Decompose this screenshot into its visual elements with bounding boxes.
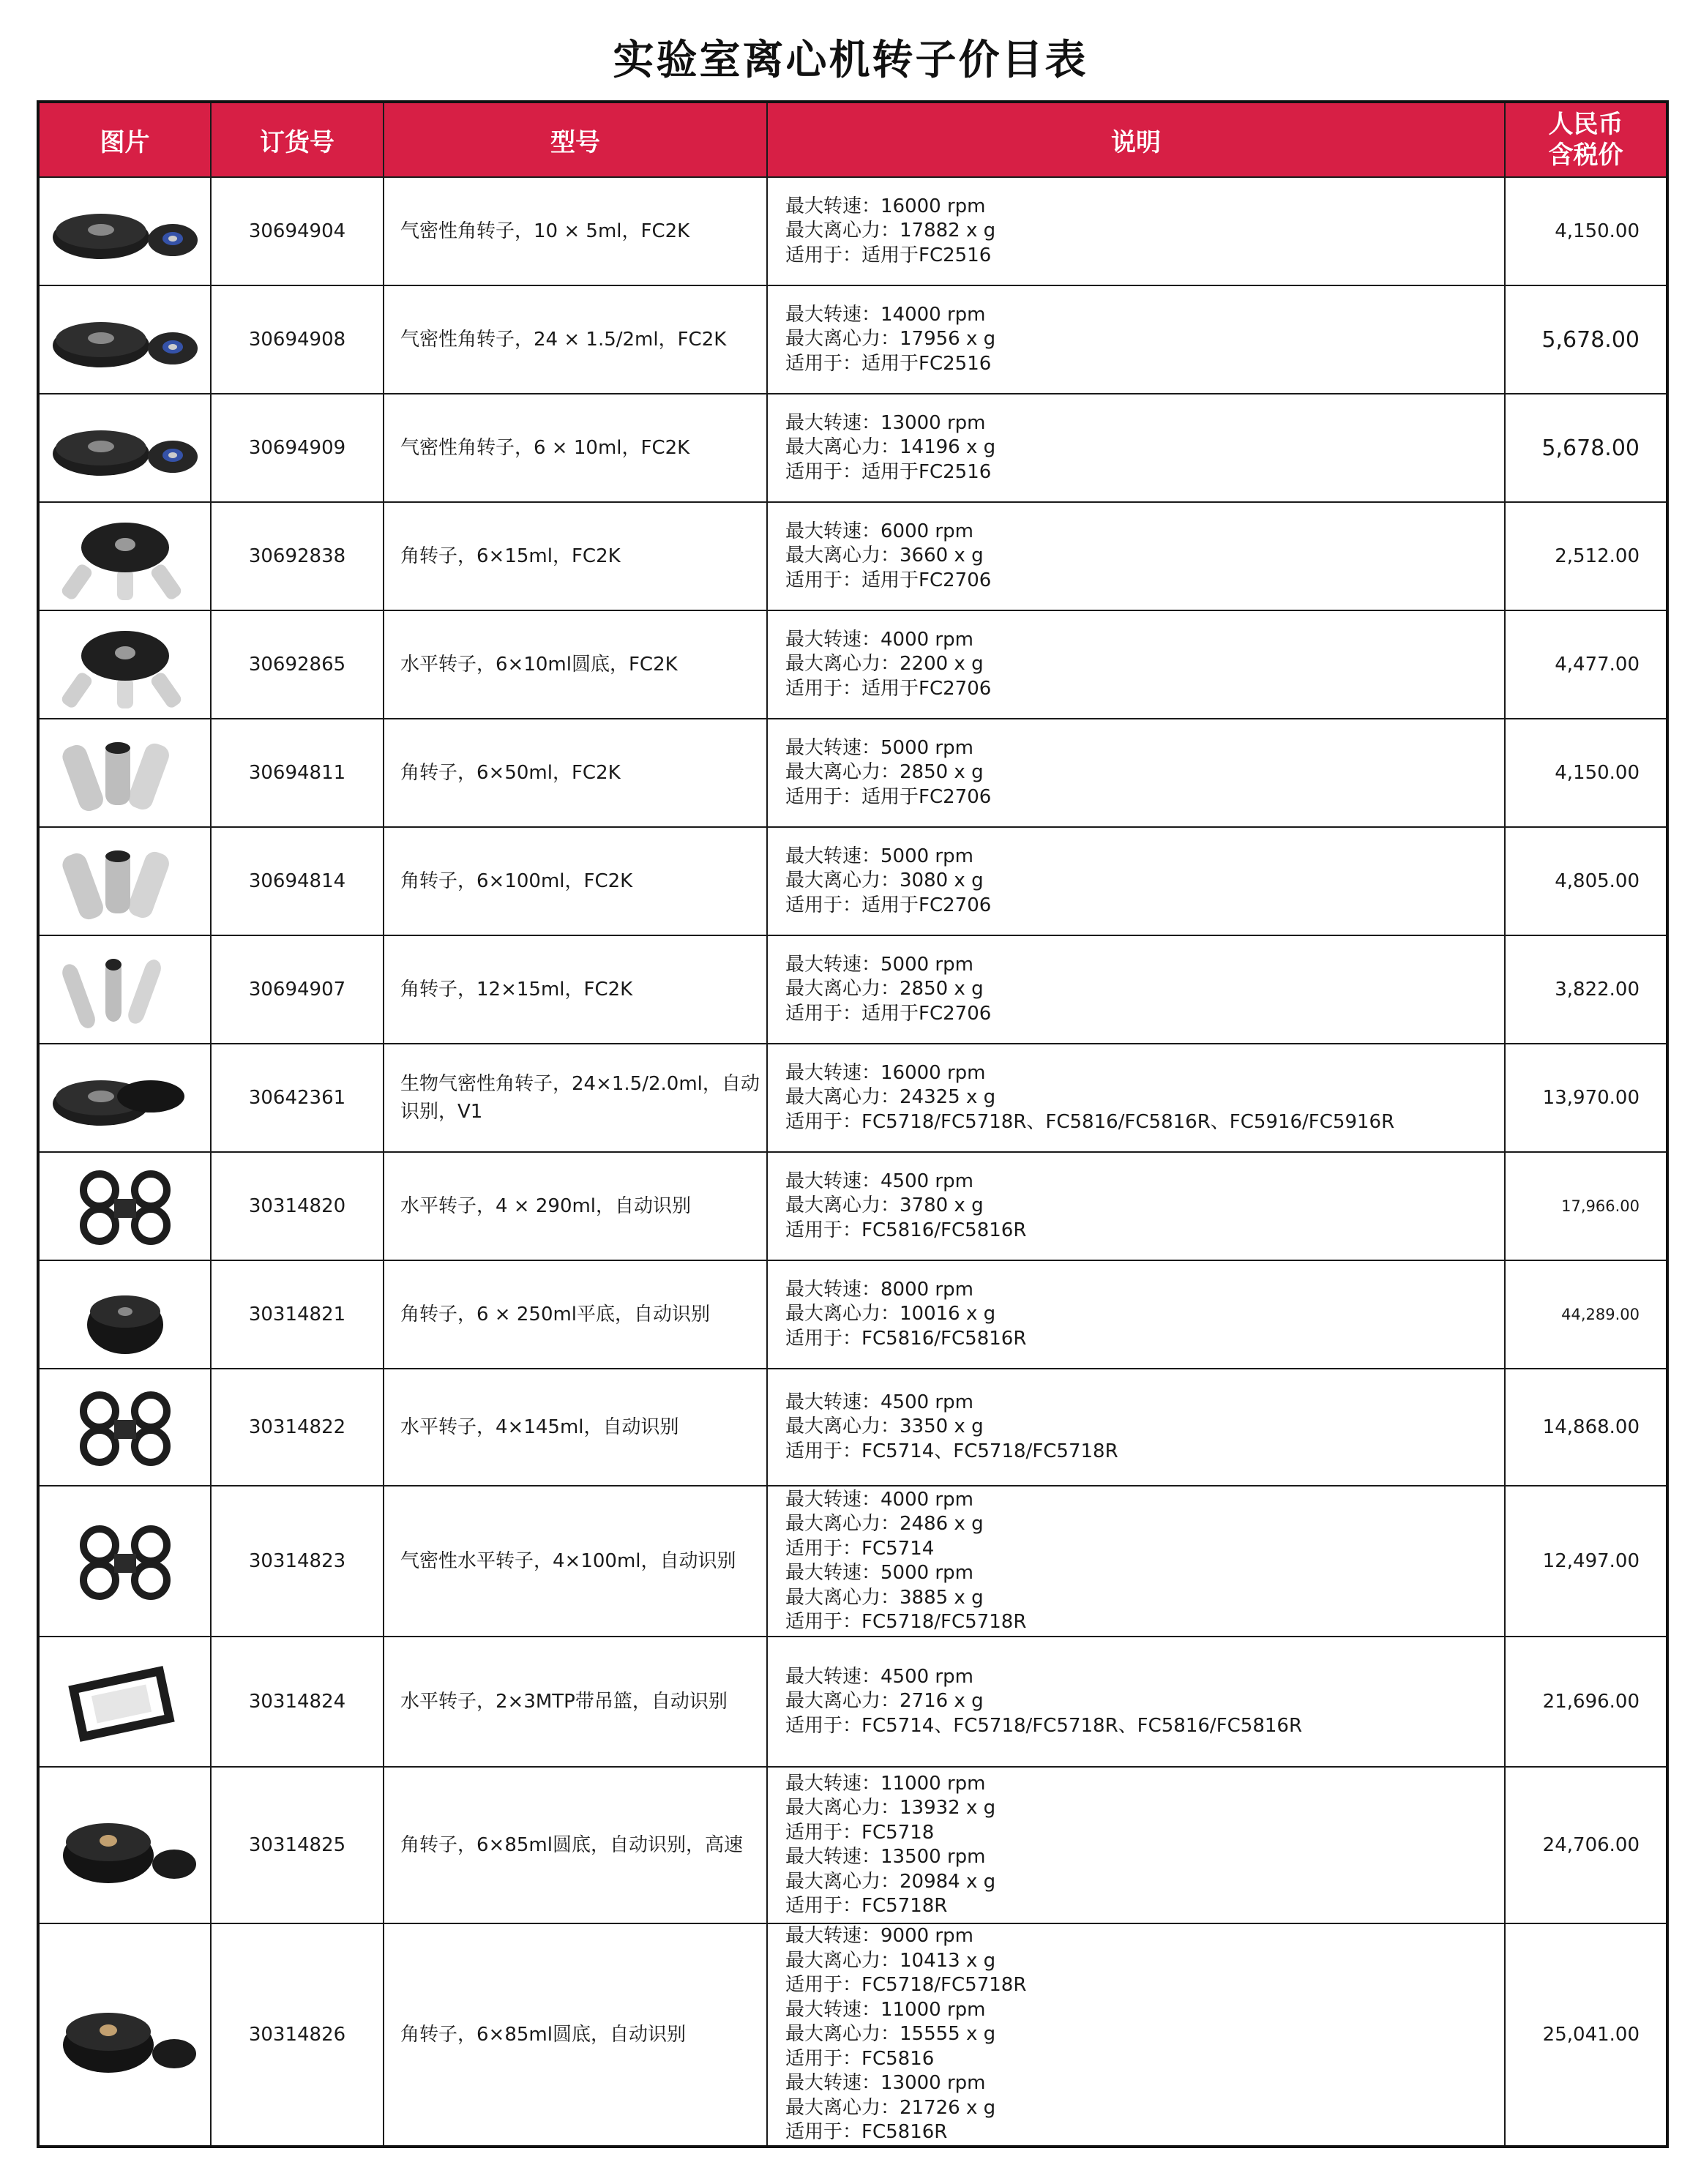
description-cell <box>767 1923 1505 2147</box>
table-row <box>38 1260 1667 1369</box>
description-cell <box>767 1152 1505 1260</box>
description-line: 最大转速：11000 rpm <box>785 1998 986 2021</box>
description-line: 最大离心力：2716 x g <box>785 1690 984 1713</box>
order-number-cell: 30694907 <box>211 935 384 1044</box>
order-number-cell: 30694909 <box>211 394 384 502</box>
description-line: 最大离心力：3350 x g <box>785 1416 984 1438</box>
model-cell: 角转子，6×85ml圆底，自动识别，高速 <box>384 1767 767 1923</box>
description-line: 适用于：适用于FC2706 <box>785 785 992 808</box>
description-cell <box>767 935 1505 1044</box>
description-line: 适用于：适用于FC2706 <box>785 677 992 700</box>
description-line: 最大离心力：24325 x g <box>785 1086 996 1109</box>
price-cell: 4,150.00 <box>1505 177 1667 285</box>
order-number-cell: 30314824 <box>211 1637 384 1767</box>
description-line: 最大离心力：2850 x g <box>785 761 984 784</box>
description-cell <box>767 610 1505 719</box>
description-line: 最大转速：4500 rpm <box>785 1391 973 1413</box>
model-cell: 生物气密性角转子，24×1.5/2.0ml，自动识别，V1 <box>384 1044 767 1152</box>
model-cell: 角转子，12×15ml，FC2K <box>384 935 767 1044</box>
description-line: 最大离心力：3780 x g <box>785 1194 984 1217</box>
description-line: 适用于：FC5816 <box>785 2047 935 2070</box>
description-line: 最大转速：16000 rpm <box>785 195 986 217</box>
description-line: 最大离心力：20984 x g <box>785 1870 996 1893</box>
model-cell: 角转子，6×100ml，FC2K <box>384 827 767 935</box>
description-line: 最大转速：5000 rpm <box>785 736 973 759</box>
description-line: 最大转速：5000 rpm <box>785 845 973 867</box>
description-line: 最大离心力：2850 x g <box>785 978 984 1001</box>
description-line: 最大转速：9000 rpm <box>785 1925 973 1947</box>
header-price-line1: 人民币 <box>1548 110 1623 139</box>
price-cell: 4,150.00 <box>1505 719 1667 827</box>
description-line: 最大离心力：15555 x g <box>785 2023 996 2045</box>
rotor-image <box>38 1369 211 1486</box>
description-line: 最大转速：13500 rpm <box>785 1846 986 1868</box>
description-line: 适用于：FC5714 <box>785 1537 935 1560</box>
order-number-cell: 30314823 <box>211 1486 384 1637</box>
table-row <box>38 1044 1667 1152</box>
table-row <box>38 1369 1667 1486</box>
description-line: 适用于：FC5714、FC5718/FC5718R <box>785 1440 1118 1462</box>
table-row <box>38 502 1667 610</box>
header-row <box>38 102 1667 177</box>
description-line: 适用于：FC5718/FC5718R、FC5816/FC5816R、FC5916/FC5916R <box>785 1110 1395 1133</box>
header-description: 说明 <box>767 102 1505 177</box>
table-row <box>38 719 1667 827</box>
order-number-cell: 30314820 <box>211 1152 384 1260</box>
rotor-image <box>38 1152 211 1260</box>
rotor-image <box>38 827 211 935</box>
order-number-cell: 30314821 <box>211 1260 384 1369</box>
description-cell <box>767 719 1505 827</box>
order-number-cell: 30314825 <box>211 1767 384 1923</box>
model-cell: 角转子，6 × 250ml平底，自动识别 <box>384 1260 767 1369</box>
description-line: 适用于：FC5816/FC5816R <box>785 1219 1027 1241</box>
rotor-image <box>38 502 211 610</box>
description-line: 最大离心力：2486 x g <box>785 1513 984 1535</box>
description-line: 最大离心力：14196 x g <box>785 436 996 459</box>
description-line: 适用于：FC5816R <box>785 2121 948 2143</box>
description-cell <box>767 394 1505 502</box>
model-cell: 水平转子，4×145ml，自动识别 <box>384 1369 767 1486</box>
description-line: 最大转速：8000 rpm <box>785 1278 973 1301</box>
price-cell: 44,289.00 <box>1505 1260 1667 1369</box>
model-cell: 气密性角转子，6 × 10ml，FC2K <box>384 394 767 502</box>
rotor-image <box>38 1486 211 1637</box>
description-line: 最大离心力：10016 x g <box>785 1303 996 1325</box>
model-cell: 气密性水平转子，4×100ml，自动识别 <box>384 1486 767 1637</box>
table-row <box>38 285 1667 394</box>
description-line: 最大离心力：13932 x g <box>785 1797 996 1819</box>
description-line: 适用于：适用于FC2706 <box>785 894 992 916</box>
description-line: 最大离心力：3080 x g <box>785 870 984 892</box>
description-line: 适用于：FC5816/FC5816R <box>785 1327 1027 1350</box>
order-number-cell: 30314826 <box>211 1923 384 2147</box>
description-cell <box>767 1369 1505 1486</box>
order-number-cell: 30694811 <box>211 719 384 827</box>
description-cell <box>767 177 1505 285</box>
rotor-image <box>38 1260 211 1369</box>
rotor-image <box>38 1044 211 1152</box>
rotor-image <box>38 394 211 502</box>
description-line: 适用于：适用于FC2706 <box>785 569 992 591</box>
order-number-cell: 30692838 <box>211 502 384 610</box>
header-price-line2: 含税价 <box>1548 141 1623 170</box>
model-cell: 气密性角转子，10 × 5ml，FC2K <box>384 177 767 285</box>
description-line: 最大转速：6000 rpm <box>785 520 973 542</box>
description-line: 最大转速：5000 rpm <box>785 1562 973 1584</box>
table-row <box>38 177 1667 285</box>
description-line: 适用于：FC5718R <box>785 1895 948 1917</box>
rotor-image <box>38 177 211 285</box>
page-title: 实验室离心机转子价目表 <box>613 37 1088 84</box>
table-row <box>38 394 1667 502</box>
price-cell: 12,497.00 <box>1505 1486 1667 1637</box>
table-row <box>38 1486 1667 1637</box>
description-line: 最大转速：4500 rpm <box>785 1665 973 1688</box>
header-price <box>1505 102 1667 177</box>
description-cell <box>767 1044 1505 1152</box>
description-line: 最大转速：5000 rpm <box>785 953 973 976</box>
description-line: 最大转速：4000 rpm <box>785 1488 973 1511</box>
table-row <box>38 827 1667 935</box>
description-line: 最大离心力：21726 x g <box>785 2096 996 2119</box>
order-number-cell: 30314822 <box>211 1369 384 1486</box>
table-row <box>38 610 1667 719</box>
model-cell: 水平转子，4 × 290ml，自动识别 <box>384 1152 767 1260</box>
description-line: 最大转速：14000 rpm <box>785 303 986 326</box>
description-line: 最大离心力：10413 x g <box>785 1949 996 1972</box>
model-cell: 水平转子，2×3MTP带吊篮，自动识别 <box>384 1637 767 1767</box>
rotor-image <box>38 1923 211 2147</box>
order-number-cell: 30694904 <box>211 177 384 285</box>
table-row <box>38 1637 1667 1767</box>
header-order-number: 订货号 <box>211 102 384 177</box>
rotor-image <box>38 1767 211 1923</box>
description-line: 适用于：FC5718/FC5718R <box>785 1974 1027 1996</box>
price-cell: 4,805.00 <box>1505 827 1667 935</box>
description-line: 适用于：适用于FC2706 <box>785 1002 992 1025</box>
rotor-image <box>38 719 211 827</box>
rotor-image <box>38 935 211 1044</box>
description-cell <box>767 1260 1505 1369</box>
price-cell: 5,678.00 <box>1505 394 1667 502</box>
description-cell <box>767 285 1505 394</box>
description-line: 最大转速：4000 rpm <box>785 628 973 651</box>
description-line: 最大转速：16000 rpm <box>785 1061 986 1084</box>
model-cell: 角转子，6×15ml，FC2K <box>384 502 767 610</box>
description-line: 最大离心力：2200 x g <box>785 653 984 676</box>
order-number-cell: 30694908 <box>211 285 384 394</box>
description-cell <box>767 1767 1505 1923</box>
price-cell: 13,970.00 <box>1505 1044 1667 1152</box>
table-row <box>38 1767 1667 1923</box>
description-cell <box>767 827 1505 935</box>
description-line: 适用于：适用于FC2516 <box>785 352 992 375</box>
model-cell: 水平转子，6×10ml圆底，FC2K <box>384 610 767 719</box>
description-cell <box>767 1637 1505 1767</box>
description-line: 适用于：FC5718/FC5718R <box>785 1611 1027 1633</box>
description-cell <box>767 502 1505 610</box>
price-table <box>37 100 1669 2148</box>
description-line: 最大离心力：3885 x g <box>785 1586 984 1609</box>
rotor-image <box>38 285 211 394</box>
order-number-cell: 30642361 <box>211 1044 384 1152</box>
header-model: 型号 <box>384 102 767 177</box>
description-line: 适用于：适用于FC2516 <box>785 244 992 266</box>
description-line: 最大离心力：17882 x g <box>785 220 996 242</box>
description-line: 最大转速：4500 rpm <box>785 1170 973 1192</box>
price-cell: 2,512.00 <box>1505 502 1667 610</box>
price-cell: 5,678.00 <box>1505 285 1667 394</box>
description-line: 最大离心力：17956 x g <box>785 328 996 351</box>
description-line: 适用于：适用于FC2516 <box>785 460 992 483</box>
price-cell: 14,868.00 <box>1505 1369 1667 1486</box>
table-row <box>38 1923 1667 2147</box>
price-cell: 25,041.00 <box>1505 1923 1667 2147</box>
model-cell: 气密性角转子，24 × 1.5/2ml，FC2K <box>384 285 767 394</box>
header-image: 图片 <box>38 102 211 177</box>
table-row <box>38 1152 1667 1260</box>
description-line: 最大转速：11000 rpm <box>785 1772 986 1795</box>
description-line: 最大转速：13000 rpm <box>785 411 986 434</box>
model-cell: 角转子，6×50ml，FC2K <box>384 719 767 827</box>
price-cell: 24,706.00 <box>1505 1767 1667 1923</box>
price-cell: 17,966.00 <box>1505 1152 1667 1260</box>
order-number-cell: 30694814 <box>211 827 384 935</box>
table-row <box>38 935 1667 1044</box>
order-number-cell: 30692865 <box>211 610 384 719</box>
price-cell: 4,477.00 <box>1505 610 1667 719</box>
price-cell: 3,822.00 <box>1505 935 1667 1044</box>
description-line: 适用于：FC5718 <box>785 1821 935 1844</box>
price-cell: 21,696.00 <box>1505 1637 1667 1767</box>
description-line: 最大离心力：3660 x g <box>785 545 984 567</box>
model-cell: 角转子，6×85ml圆底，自动识别 <box>384 1923 767 2147</box>
rotor-image <box>38 610 211 719</box>
rotor-image <box>38 1637 211 1767</box>
description-line: 适用于：FC5714、FC5718/FC5718R、FC5816/FC5816R <box>785 1714 1303 1737</box>
description-line: 最大转速：13000 rpm <box>785 2072 986 2094</box>
description-cell <box>767 1486 1505 1637</box>
